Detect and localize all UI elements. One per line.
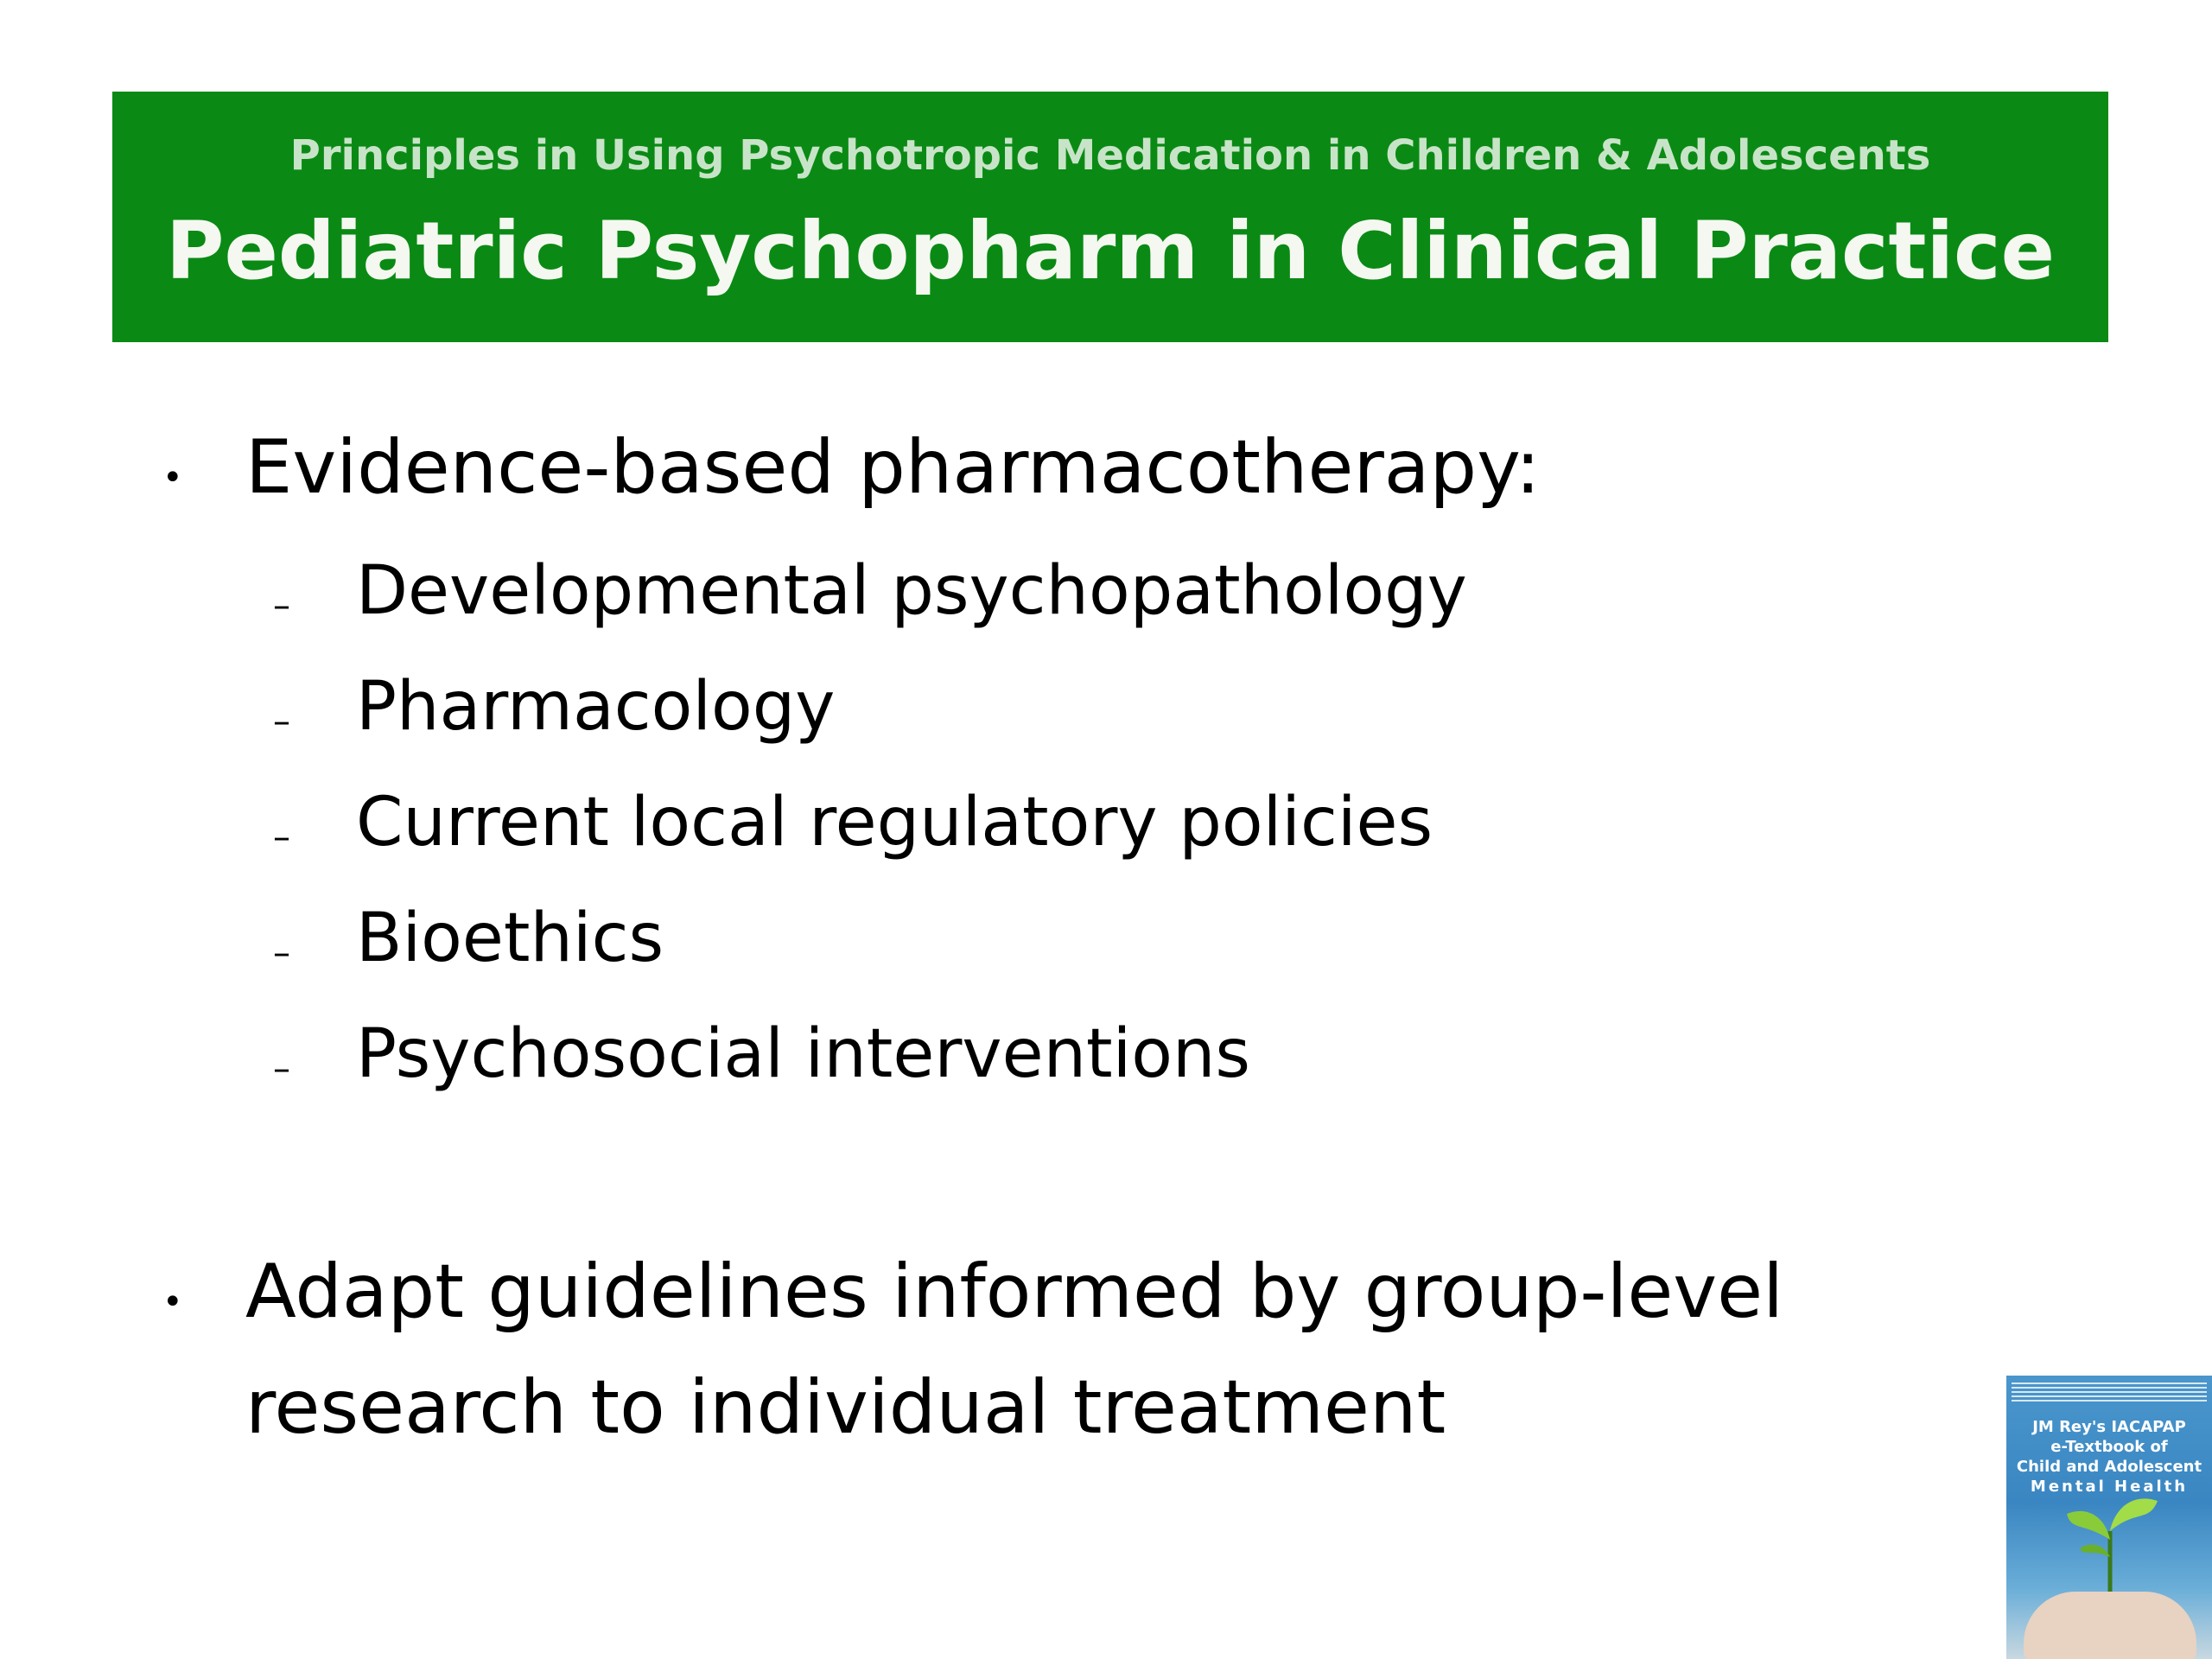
cover-header-lines <box>2012 1382 2207 1403</box>
cover-title-line: Mental Health <box>2030 1478 2189 1496</box>
cover-title <box>2006 1417 2212 1497</box>
hand-image <box>2024 1592 2196 1659</box>
bullet-text-line2: research to individual treatment <box>245 1364 1446 1451</box>
cover-title-line: Child and Adolescent <box>2016 1458 2202 1476</box>
bullet-icon: • <box>162 458 183 498</box>
sub-bullet-text: Bioethics <box>356 899 664 977</box>
plant-icon <box>2058 1488 2162 1600</box>
bullet-text-line1: Adapt guidelines informed by group-level <box>245 1249 1783 1335</box>
bullet-text: Evidence-based pharmacotherapy: <box>245 424 1541 511</box>
sub-bullet-text: Current local regulatory policies <box>356 784 1433 861</box>
bullet-icon: • <box>162 1282 183 1322</box>
dash-icon: – <box>273 933 290 973</box>
cover-title-line: JM Rey's IACAPAP <box>2032 1418 2186 1436</box>
sub-bullet-text: Pharmacology <box>356 668 836 746</box>
cover-title-line: e-Textbook of <box>2050 1438 2168 1456</box>
slide-title: Pediatric Psychopharm in Clinical Practice <box>166 205 2055 297</box>
dash-icon: – <box>273 817 290 857</box>
dash-icon: – <box>273 1049 290 1089</box>
sub-bullet-text: Developmental psychopathology <box>356 552 1467 630</box>
dash-icon: – <box>273 586 290 626</box>
dash-icon: – <box>273 702 290 741</box>
textbook-cover-image <box>2006 1376 2212 1659</box>
slide-subtitle: Principles in Using Psychotropic Medication in Children & Adolescents <box>289 131 1931 180</box>
sub-bullet-text: Psychosocial interventions <box>356 1015 1251 1093</box>
